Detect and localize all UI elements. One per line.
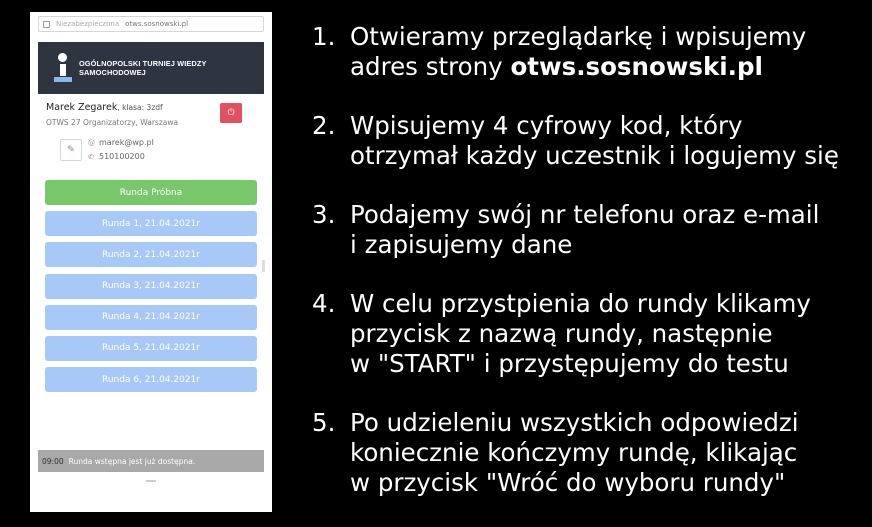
phone-row — [88, 150, 154, 164]
pencil-icon: ✎ — [67, 145, 75, 155]
notification-message: Runda wstępna jest już dostępna. — [68, 456, 196, 466]
edit-contact-button[interactable] — [60, 139, 82, 161]
instruction-steps — [312, 22, 868, 527]
step-number: 2. — [312, 111, 336, 140]
step-text-line: Wpisujemy 4 cyfrowy kod, który — [350, 111, 743, 140]
round-6-button[interactable]: Runda 6, 21.04.2021r — [45, 367, 257, 392]
step-text-line: adres strony — [350, 52, 511, 81]
step-number: 3. — [312, 200, 336, 229]
lock-icon — [43, 21, 50, 28]
step-3 — [312, 200, 868, 260]
notification-time: 09:00 — [42, 456, 64, 466]
step-text-line: w "START" i przystępujemy do testu — [350, 349, 789, 378]
step-text-line: i zapisujemy dane — [350, 230, 573, 259]
round-1-button[interactable]: Runda 1, 21.04.2021r — [45, 211, 257, 236]
phone-screen — [30, 12, 272, 512]
home-indicator — [146, 480, 156, 482]
step-text-line: Podajemy swój nr telefonu oraz e-mail — [350, 200, 820, 229]
at-icon: @ — [88, 139, 95, 147]
logout-button[interactable] — [220, 103, 242, 123]
banner-title: OGÓLNOPOLSKI TURNIEJ WIEDZY SAMOCHODOWEJ — [78, 59, 207, 77]
step-1 — [312, 22, 868, 82]
step-text-line: otrzymał każdy uczestnik i logujemy się — [350, 141, 839, 170]
url-text: otws.sosnowski.pl — [125, 20, 189, 28]
step-number: 4. — [312, 289, 336, 318]
step-number: 1. — [312, 22, 336, 51]
step-5 — [312, 408, 868, 498]
round-2-button[interactable]: Runda 2, 21.04.2021r — [45, 242, 257, 267]
user-phone: 510100200 — [99, 152, 145, 161]
user-org: OTWS 27 Organizatorzy, Warszawa — [46, 118, 179, 127]
round-5-button[interactable]: Runda 5, 21.04.2021r — [45, 336, 257, 361]
step-text-line: Otwieramy przeglądarkę i wpisujemy — [350, 22, 807, 51]
notification-bar — [38, 450, 264, 472]
power-icon: ⏻ — [227, 108, 235, 118]
security-status: Niezabezpieczona — [56, 20, 120, 28]
round-list — [45, 180, 257, 398]
step-text-line: w przycisk "Wróć do wyboru rundy" — [350, 468, 786, 497]
email-row — [88, 136, 154, 150]
phone-icon: ✆ — [88, 153, 94, 161]
step-number: 5. — [312, 408, 336, 437]
site-banner — [38, 42, 264, 94]
scrollbar[interactable] — [262, 260, 265, 272]
trial-round-button[interactable]: Runda Próbna — [45, 180, 257, 205]
user-name: Marek Zegarek — [46, 102, 118, 113]
address-bar[interactable] — [38, 16, 264, 32]
round-4-button[interactable]: Runda 4, 21.04.2021r — [45, 305, 257, 330]
step-text-line: przycisk z nazwą rundy, następnie — [350, 319, 773, 348]
step-2 — [312, 111, 868, 171]
site-url-highlight: otws.sosnowski.pl — [510, 52, 763, 81]
user-class: , klasa: 3zdf — [117, 103, 163, 112]
step-text-line: Po udzieleniu wszystkich odpowiedzi — [350, 408, 799, 437]
trophy-person-icon — [54, 53, 71, 83]
contact-details — [88, 136, 154, 164]
user-email: marek@wp.pl — [99, 138, 154, 147]
step-text-line: koniecznie kończymy rundę, klikając — [350, 438, 798, 467]
round-3-button[interactable]: Runda 3, 21.04.2021r — [45, 274, 257, 299]
step-text-line: W celu przystpienia do rundy klikamy — [350, 289, 811, 318]
step-4 — [312, 289, 868, 379]
